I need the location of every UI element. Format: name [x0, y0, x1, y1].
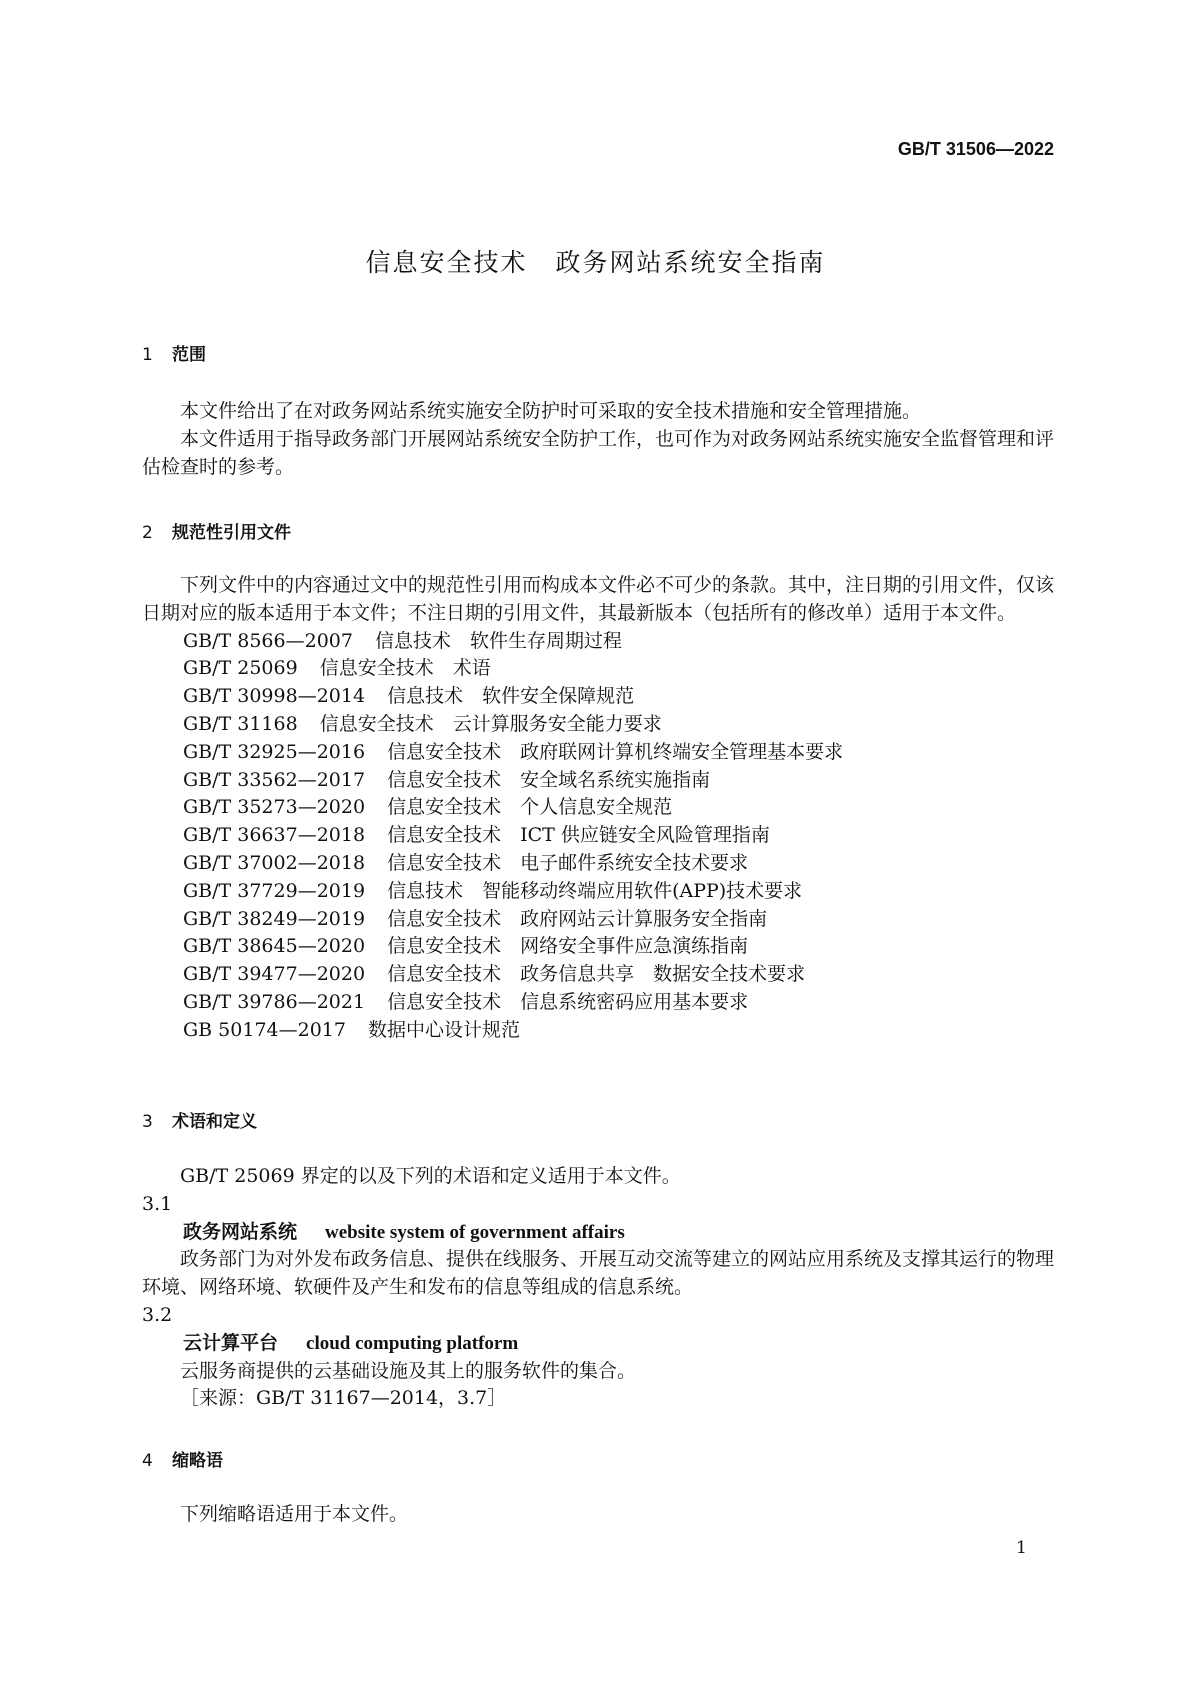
page-number: 1: [1016, 1538, 1027, 1558]
reference-item: [142, 628, 1054, 656]
reference-code: GB 50174—2017: [183, 1018, 346, 1041]
section-title: 术语和定义: [172, 1112, 257, 1132]
title-part-1: 信息安全技术: [365, 248, 528, 277]
reference-title: 信息安全技术 信息系统密码应用基本要求: [387, 990, 749, 1013]
term-source: ［来源：GB/T 31167—2014，3.7］: [180, 1387, 507, 1410]
paragraph: GB/T 25069 界定的以及下列的术语和定义适用于本文件。: [180, 1165, 681, 1187]
term-en: cloud computing platform: [306, 1332, 519, 1354]
reference-title: 信息技术 智能移动终端应用软件(APP)技术要求: [387, 879, 803, 902]
reference-code: GB/T 32925—2016: [183, 740, 366, 763]
term-number: 3.2: [142, 1303, 173, 1326]
abbreviations-body: [142, 1501, 1054, 1529]
term-number: 3.1: [142, 1192, 173, 1215]
reference-title: 信息安全技术 政务信息共享 数据安全技术要求: [387, 963, 806, 986]
reference-title: 信息安全技术 网络安全事件应急演练指南: [387, 935, 749, 958]
term-zh: 云计算平台: [183, 1331, 279, 1354]
section-heading-abbreviations: [142, 1446, 223, 1471]
reference-item: [142, 683, 1054, 711]
reference-item: [142, 933, 1054, 961]
reference-title: 信息安全技术 云计算服务安全能力要求: [319, 712, 662, 735]
reference-item: [142, 822, 1054, 850]
reference-title: 信息安全技术 电子邮件系统安全技术要求: [387, 851, 749, 874]
reference-code: GB/T 31168: [183, 712, 298, 735]
reference-code: GB/T 33562—2017: [183, 768, 366, 791]
reference-code: GB/T 25069: [183, 657, 298, 680]
term-heading: [142, 1330, 1054, 1358]
document-id: GB/T 31506—2022: [897, 139, 1054, 159]
reference-item: [142, 794, 1054, 822]
section-title: 规范性引用文件: [172, 523, 291, 543]
paragraph: 下列文件中的内容通过文中的规范性引用而构成本文件必不可少的条款。其中，注日期的引用文件，仅该日期对应的版本适用于本文件；不注日期的引用文件，其最新版本（包括所有的修改单）适用于本文件。: [142, 574, 1055, 624]
section-heading-normative-references: [142, 518, 291, 543]
paragraph: 本文件给出了在对政务网站系统实施安全防护时可采取的安全技术措施和安全管理措施。: [180, 400, 922, 422]
reference-code: GB/T 37002—2018: [183, 851, 366, 874]
reference-item: [142, 655, 1054, 683]
reference-code: GB/T 38249—2019: [183, 907, 366, 930]
section-title: 范围: [172, 345, 206, 365]
reference-item: [142, 1017, 1054, 1045]
section-title: 缩略语: [172, 1451, 223, 1471]
section-number: 4: [142, 1451, 153, 1471]
reference-title: 信息安全技术 安全域名系统实施指南: [387, 768, 711, 791]
section-number: 1: [142, 345, 153, 365]
reference-code: GB/T 39786—2021: [183, 990, 366, 1013]
reference-list: [142, 628, 1054, 1045]
reference-title: 信息安全技术 政府网站云计算服务安全指南: [387, 907, 768, 930]
section-number: 2: [142, 523, 153, 543]
section-heading-terms: [142, 1107, 257, 1132]
term-definition: 政务部门为对外发布政务信息、提供在线服务、开展互动交流等建立的网站应用系统及支撑其运行的物理环境、网络环境、软硬件及产生和发布的信息等组成的信息系统。: [142, 1248, 1055, 1299]
reference-item: [142, 850, 1054, 878]
reference-title: 数据中心设计规范: [367, 1018, 520, 1041]
paragraph: 下列缩略语适用于本文件。: [180, 1503, 409, 1525]
section-number: 3: [142, 1112, 153, 1132]
title-part-2: 政务网站系统安全指南: [555, 248, 826, 277]
reference-title: 信息技术 软件生存周期过程: [374, 629, 622, 652]
terms-body: [142, 1163, 1054, 1413]
page-title: [0, 243, 1191, 279]
scope-body: [142, 398, 1054, 481]
reference-code: GB/T 36637—2018: [183, 824, 366, 847]
reference-title: 信息安全技术 ICT 供应链安全风险管理指南: [387, 824, 770, 847]
reference-item: [142, 739, 1054, 767]
reference-code: GB/T 30998—2014: [183, 685, 366, 708]
reference-code: GB/T 39477—2020: [183, 963, 366, 986]
reference-code: GB/T 8566—2007: [183, 629, 353, 652]
reference-title: 信息技术 软件安全保障规范: [387, 685, 635, 708]
reference-item: [142, 711, 1054, 739]
reference-code: GB/T 38645—2020: [183, 935, 366, 958]
reference-code: GB/T 35273—2020: [183, 796, 366, 819]
references-body: [142, 572, 1054, 1045]
term-en: website system of government affairs: [325, 1221, 625, 1243]
term-zh: 政务网站系统: [183, 1220, 298, 1243]
reference-title: 信息安全技术 术语: [319, 657, 491, 680]
reference-item: [142, 767, 1054, 795]
reference-code: GB/T 37729—2019: [183, 879, 366, 902]
reference-title: 信息安全技术 政府联网计算机终端安全管理基本要求: [387, 740, 844, 763]
section-heading-scope: [142, 340, 206, 365]
paragraph: 本文件适用于指导政务部门开展网站系统安全防护工作，也可作为对政务网站系统实施安全监督管理和评估检查时的参考。: [142, 427, 1055, 478]
reference-item: [142, 906, 1054, 934]
term-definition: 云服务商提供的云基础设施及其上的服务软件的集合。: [180, 1359, 637, 1382]
reference-item: [142, 989, 1054, 1017]
reference-item: [142, 961, 1054, 989]
term-heading: [142, 1219, 1054, 1247]
reference-title: 信息安全技术 个人信息安全规范: [387, 796, 673, 819]
reference-item: [142, 878, 1054, 906]
